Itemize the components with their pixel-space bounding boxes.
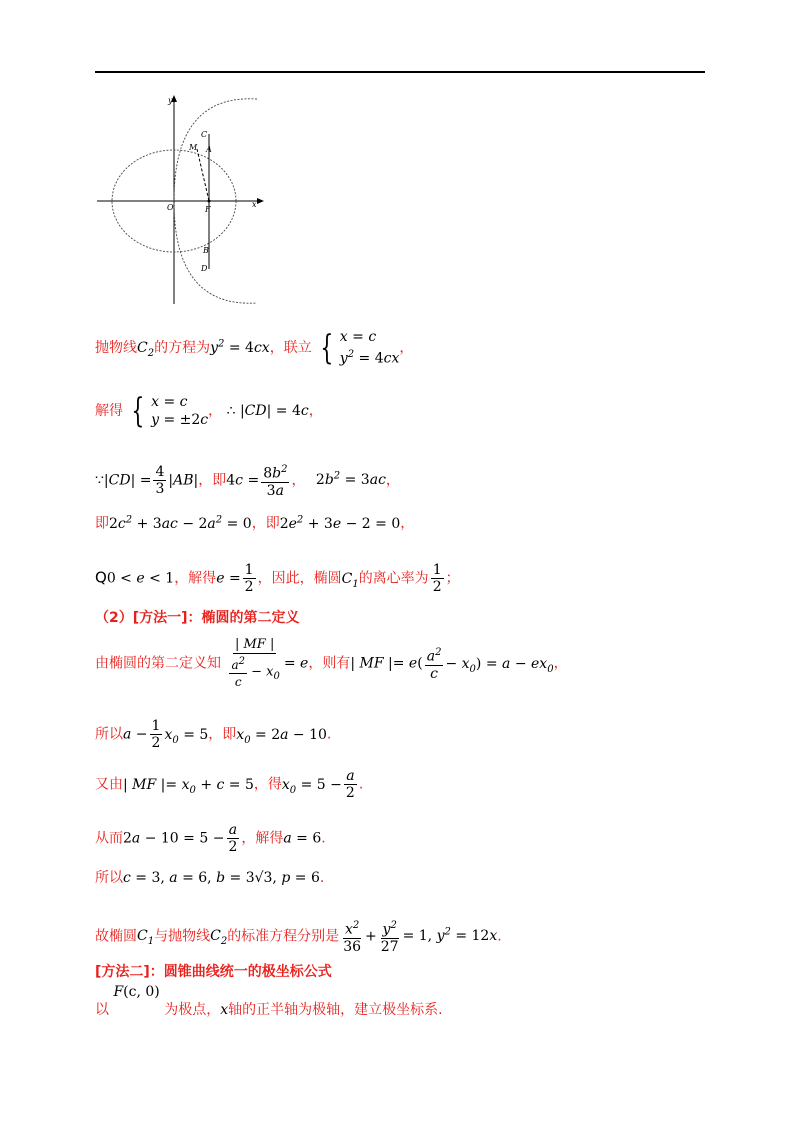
label-x: x [252,200,257,209]
heading-method-two: [方法二]：圆锥曲线统一的极坐标公式 [95,964,332,980]
label-y: y [168,96,173,105]
label-b: B [203,246,209,255]
line-mf-relation: 又由| MF |= $x_0 + c = 5$，得$x_0 = 5$ − $\frac{a}{2}$ . [95,768,364,801]
line-solve-a: 从而2a − 10 = 5 − $\frac{a}{2}$ ，解得a = 6. [95,822,326,855]
line-second-definition: 由椭圆的第二定义知 | MF | $\frac{a^2}{c}$ − $x_0$ = e，则有| MF |= e( $\frac{a^2}{c}$ − $x_0) = a - ex_0$， [95,637,568,689]
label-m: M [189,143,198,152]
line-x0-relation: 所以a − $\frac{1}{2}$ $x_0 = 5$，即$x_0 = 2a - 10$. [95,718,332,751]
line-parabola-equation: 抛物线$C_2$的方程为$y^2 = 4cx$，联立 { x = c $y^2 = 4cx$ ， [95,327,414,368]
line-cd-ab-relation: ∵|CD| = $\frac{4}{3}$ |AB|，即4c = $\frac{8b^2}{3a}$ ， $2b^2 = 3ac$， [95,463,400,499]
ellipse-parabola-figure [92,94,267,309]
label-d: D [201,264,208,273]
label-c: C [201,130,208,139]
line-e-equation: 即$2c^2 + 3ac - 2a^2 = 0$，即$2e^2 + 3e - 2 = 0$， [95,514,415,532]
line-standard-equations: 故椭圆$C_1$与抛物线$C_2$的标准方程分别是 $\frac{x^2}{36}$ + $\frac{y^2}{27}$ = 1, $y^2 = 12x$. [95,920,502,955]
line-eccentricity: Q0 < e < 1，解得e = $\frac{1}{2}$ ，因此，椭圆$C_1$的离心率为 $\frac{1}{2}$ ； [95,562,460,595]
system-2: { x = c y = ±2c [131,391,209,431]
label-o: O [167,203,174,212]
line-polar-coordinates: 以 F(c, 0) 为极点，x轴的正半轴为极轴，建立极坐标系. [95,984,443,1018]
system-1: { x = c $y^2 = 4cx$ [320,327,400,368]
line-solve-cd: 解得 { x = c y = ±2c ， ∴ |CD| = 4c， [95,391,323,431]
label-f: F [205,205,211,214]
heading-method-one: （2）[方法一]：椭圆的第二定义 [95,610,300,626]
header-rule [95,71,705,73]
line-values: 所以c = 3, a = 6, b = 3√3, p = 6. [95,870,325,886]
label-a: A [206,145,212,154]
